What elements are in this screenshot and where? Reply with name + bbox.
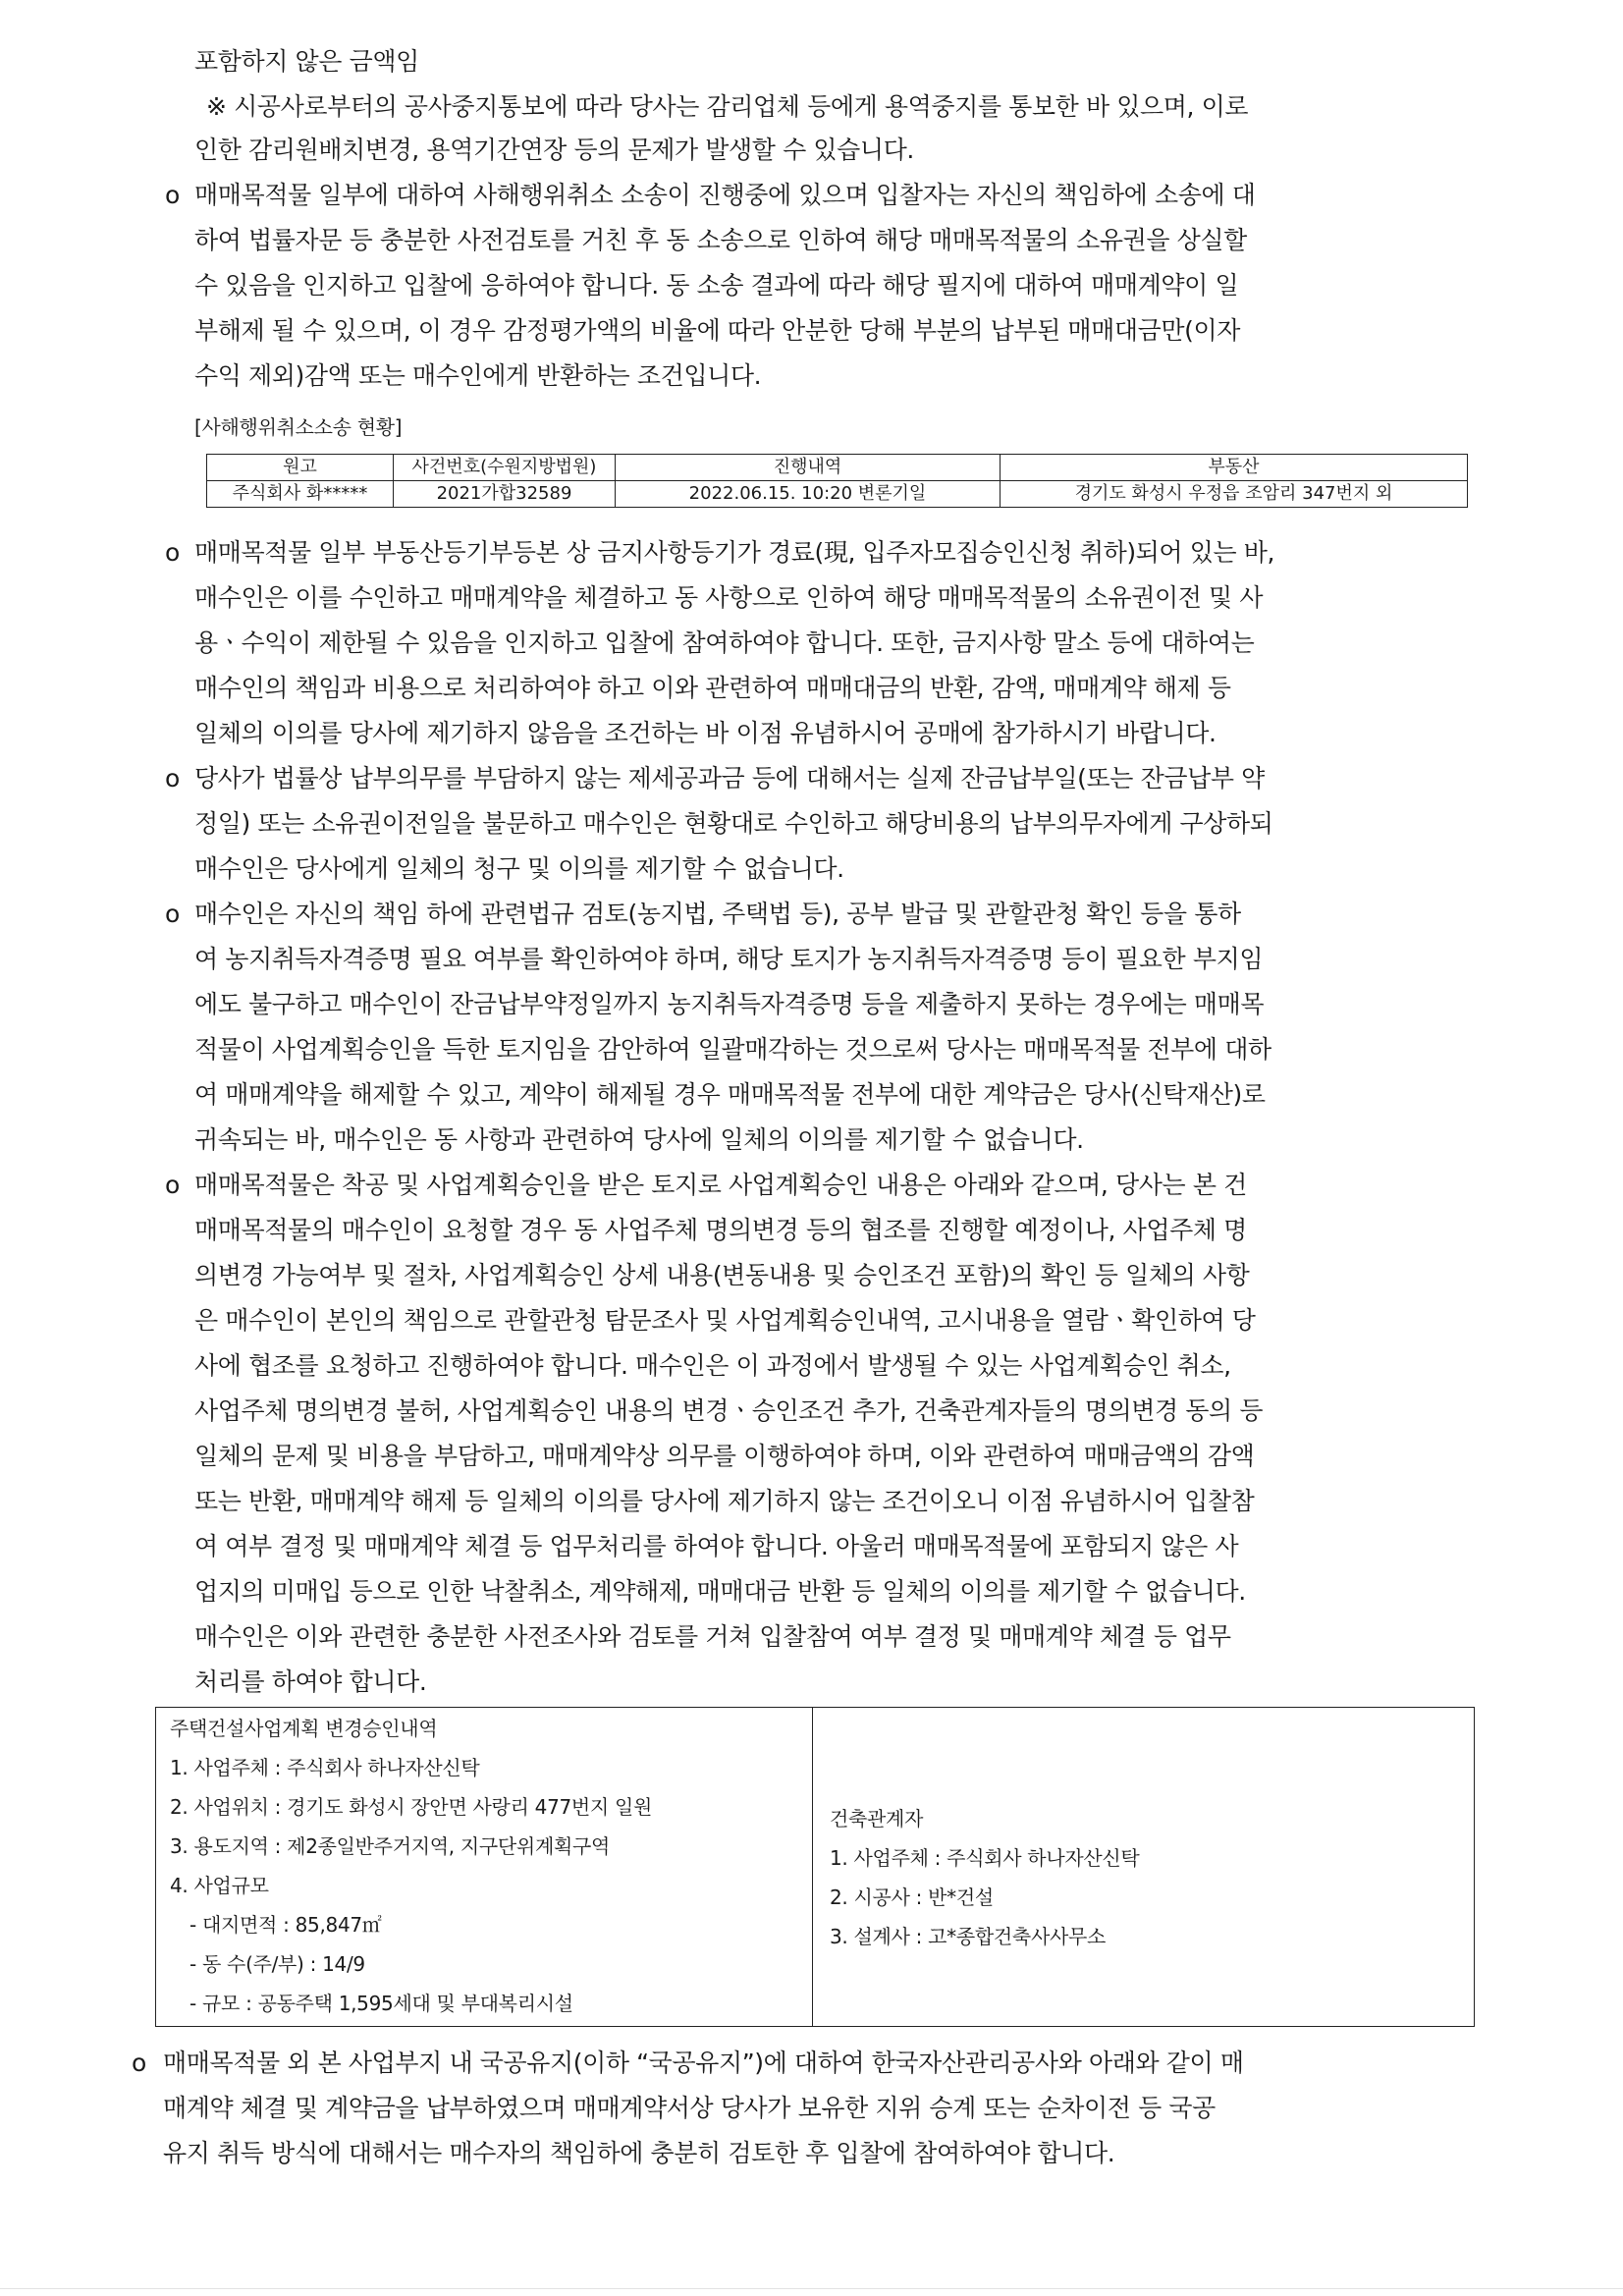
box-right-item: 2. 시공사 : 반*건설 <box>830 1886 994 1909</box>
p6-line: 유지 취득 방식에 대해서는 매수자의 책임하에 충분히 검토한 후 입찰에 참여하여야 합니다. <box>163 2139 1115 2167</box>
table-cell: 경기도 화성시 우정읍 조암리 347번지 외 <box>1001 481 1468 508</box>
box-right-item: 3. 설계사 : 고*종합건축사사무소 <box>830 1925 1107 1948</box>
box-left-title: 주택건설사업계획 변경승인내역 <box>170 1717 438 1740</box>
p2-line: 매수인의 책임과 비용으로 처리하여야 하고 이와 관련하여 매매대금의 반환, 감액, 매매계약 해제 등 <box>194 674 1231 702</box>
p3-line: 매수인은 당사에게 일체의 청구 및 이의를 제기할 수 없습니다. <box>194 854 844 883</box>
p2-line: 용ㆍ수익이 제한될 수 있음을 인지하고 입찰에 참여하여야 합니다. 또한, 금지사항 말소 등에 대하여는 <box>194 629 1255 657</box>
box-left-subitem: - 동 수(주/부) : 14/9 <box>189 1952 365 1976</box>
p5-line: 사업주체 명의변경 불허, 사업계획승인 내용의 변경ㆍ승인조건 추가, 건축관계자들의 명의변경 동의 등 <box>194 1396 1264 1425</box>
box-right-item: 1. 사업주체 : 주식회사 하나자산신탁 <box>830 1846 1140 1870</box>
p5-line: 일체의 문제 및 비용을 부담하고, 매매계약상 의무를 이행하여야 하며, 이와 관련하여 매매금액의 감액 <box>194 1442 1255 1470</box>
table-header-cell: 원고 <box>207 455 394 481</box>
table-row <box>207 481 1468 508</box>
p5-line: 여 여부 결정 및 매매계약 체결 등 업무처리를 하여야 합니다. 아울러 매매목적물에 포함되지 않은 사 <box>194 1532 1239 1560</box>
p4-line: 에도 불구하고 매수인이 잔금납부약정일까지 농지취득자격증명 등을 제출하지 못하는 경우에는 매매목 <box>194 990 1265 1018</box>
box-left-subitem: - 대지면적 : 85,847㎡ <box>189 1913 382 1937</box>
box-left-item: 1. 사업주체 : 주식회사 하나자산신탁 <box>170 1756 480 1779</box>
p4-line: 여 농지취득자격증명 필요 여부를 확인하여야 하며, 해당 토지가 농지취득자격증명 등이 필요한 부지임 <box>194 945 1264 973</box>
p2-line: 매매목적물 일부 부동산등기부등본 상 금지사항등기가 경료(現, 입주자모집승인신청 취하)되어 있는 바, <box>194 538 1275 567</box>
p2-line: 매수인은 이를 수인하고 매매계약을 체결하고 동 사항으로 인하여 해당 매매목적물의 소유권이전 및 사 <box>194 583 1264 612</box>
table-cell: 주식회사 화***** <box>207 481 394 508</box>
p2-line: 일체의 이의를 당사에 제기하지 않음을 조건하는 바 이점 유념하시어 공매에 참가하시기 바랍니다. <box>194 719 1217 747</box>
p5-line: 업지의 미매입 등으로 인한 낙찰취소, 계약해제, 매매대금 반환 등 일체의 이의를 제기할 수 없습니다. <box>194 1577 1246 1606</box>
p4-line: 여 매매계약을 해제할 수 있고, 계약이 해제될 경우 매매목적물 전부에 대한 계약금은 당사(신탁재산)로 <box>194 1080 1266 1109</box>
box-left-subitem: - 규모 : 공동주택 1,595세대 및 부대복리시설 <box>189 1992 573 2015</box>
p5-line: 매매목적물의 매수인이 요청할 경우 동 사업주체 명의변경 등의 협조를 진행할 예정이나, 사업주체 명 <box>194 1216 1247 1244</box>
p1-line: 하여 법률자문 등 충분한 사전검토를 거친 후 동 소송으로 인하여 해당 매매목적물의 소유권을 상실할 <box>194 226 1247 254</box>
bullet-icon: o <box>165 1171 181 1199</box>
p5-line: 처리를 하여야 합니다. <box>194 1667 427 1696</box>
intro-line-1: 포함하지 않은 금액임 <box>194 47 419 76</box>
intro-note-line-1: ※ 시공사로부터의 공사중지통보에 따라 당사는 감리업체 등에게 용역중지를 통보한 바 있으며, 이로 <box>206 92 1249 121</box>
box-divider <box>812 1708 813 2026</box>
table-header-row <box>207 455 1468 481</box>
p4-line: 매수인은 자신의 책임 하에 관련법규 검토(농지법, 주택법 등), 공부 발급 및 관할관청 확인 등을 통하 <box>194 900 1241 928</box>
p5-line: 또는 반환, 매매계약 해제 등 일체의 이의를 당사에 제기하지 않는 조건이오니 이점 유념하시어 입찰참 <box>194 1487 1255 1515</box>
p4-line: 귀속되는 바, 매수인은 동 사항과 관련하여 당사에 일체의 이의를 제기할 수 없습니다. <box>194 1125 1084 1154</box>
p1-line: 수익 제외)감액 또는 매수인에게 반환하는 조건입니다. <box>194 361 762 390</box>
p3-line: 정일) 또는 소유권이전일을 불문하고 매수인은 현황대로 수인하고 해당비용의 납부의무자에게 구상하되 <box>194 809 1273 838</box>
p6-line: 매매목적물 외 본 사업부지 내 국공유지(이하 “국공유지”)에 대하여 한국자산관리공사와 아래와 같이 매 <box>163 2049 1244 2077</box>
case-table-caption: [사해행위취소소송 현황] <box>194 415 403 439</box>
p5-line: 사에 협조를 요청하고 진행하여야 합니다. 매수인은 이 과정에서 발생될 수 있는 사업계획승인 취소, <box>194 1351 1231 1380</box>
table-header-cell: 진행내역 <box>616 455 1001 481</box>
p5-line: 은 매수인이 본인의 책임으로 관할관청 탐문조사 및 사업계획승인내역, 고시내용을 열람ㆍ확인하여 당 <box>194 1306 1256 1335</box>
bullet-icon: o <box>165 900 181 928</box>
p4-line: 적물이 사업계획승인을 득한 토지임을 감안하여 일괄매각하는 것으로써 당사는 매매목적물 전부에 대하 <box>194 1035 1271 1064</box>
p1-line: 매매목적물 일부에 대하여 사해행위취소 소송이 진행중에 있으며 입찰자는 자신의 책임하에 소송에 대 <box>194 181 1256 209</box>
p1-line: 수 있음을 인지하고 입찰에 응하여야 합니다. 동 소송 결과에 따라 해당 필지에 대하여 매매계약이 일 <box>194 271 1239 300</box>
box-left-item: 3. 용도지역 : 제2종일반주거지역, 지구단위계획구역 <box>170 1834 611 1858</box>
p3-line: 당사가 법률상 납부의무를 부담하지 않는 제세공과금 등에 대해서는 실제 잔금납부일(또는 잔금납부 약 <box>194 764 1265 793</box>
bullet-icon: o <box>165 181 181 209</box>
approval-info-box <box>155 1707 1475 2027</box>
table-cell: 2021가합32589 <box>394 481 616 508</box>
box-left-item: 2. 사업위치 : 경기도 화성시 장안면 사랑리 477번지 일원 <box>170 1795 653 1819</box>
p5-line: 의변경 가능여부 및 절차, 사업계획승인 상세 내용(변동내용 및 승인조건 포함)의 확인 등 일체의 사항 <box>194 1261 1250 1289</box>
bullet-icon: o <box>165 764 181 793</box>
lawsuit-table <box>206 454 1468 508</box>
box-right-title: 건축관계자 <box>830 1807 924 1831</box>
p5-line: 매매목적물은 착공 및 사업계획승인을 받은 토지로 사업계획승인 내용은 아래와 같으며, 당사는 본 건 <box>194 1171 1247 1199</box>
page-edge-line <box>0 2288 1623 2289</box>
table-header-cell: 부동산 <box>1001 455 1468 481</box>
table-cell: 2022.06.15. 10:20 변론기일 <box>616 481 1001 508</box>
bullet-icon: o <box>132 2049 147 2077</box>
table-header-cell: 사건번호(수원지방법원) <box>394 455 616 481</box>
bullet-icon: o <box>165 538 181 567</box>
intro-note-line-2: 인한 감리원배치변경, 용역기간연장 등의 문제가 발생할 수 있습니다. <box>194 136 914 164</box>
p1-line: 부해제 될 수 있으며, 이 경우 감정평가액의 비율에 따라 안분한 당해 부분의 납부된 매매대금만(이자 <box>194 316 1241 345</box>
box-left-item: 4. 사업규모 <box>170 1874 269 1897</box>
p6-line: 매계약 체결 및 계약금을 납부하였으며 매매계약서상 당사가 보유한 지위 승계 또는 순차이전 등 국공 <box>163 2094 1216 2122</box>
p5-line: 매수인은 이와 관련한 충분한 사전조사와 검토를 거쳐 입찰참여 여부 결정 및 매매계약 체결 등 업무 <box>194 1622 1231 1651</box>
